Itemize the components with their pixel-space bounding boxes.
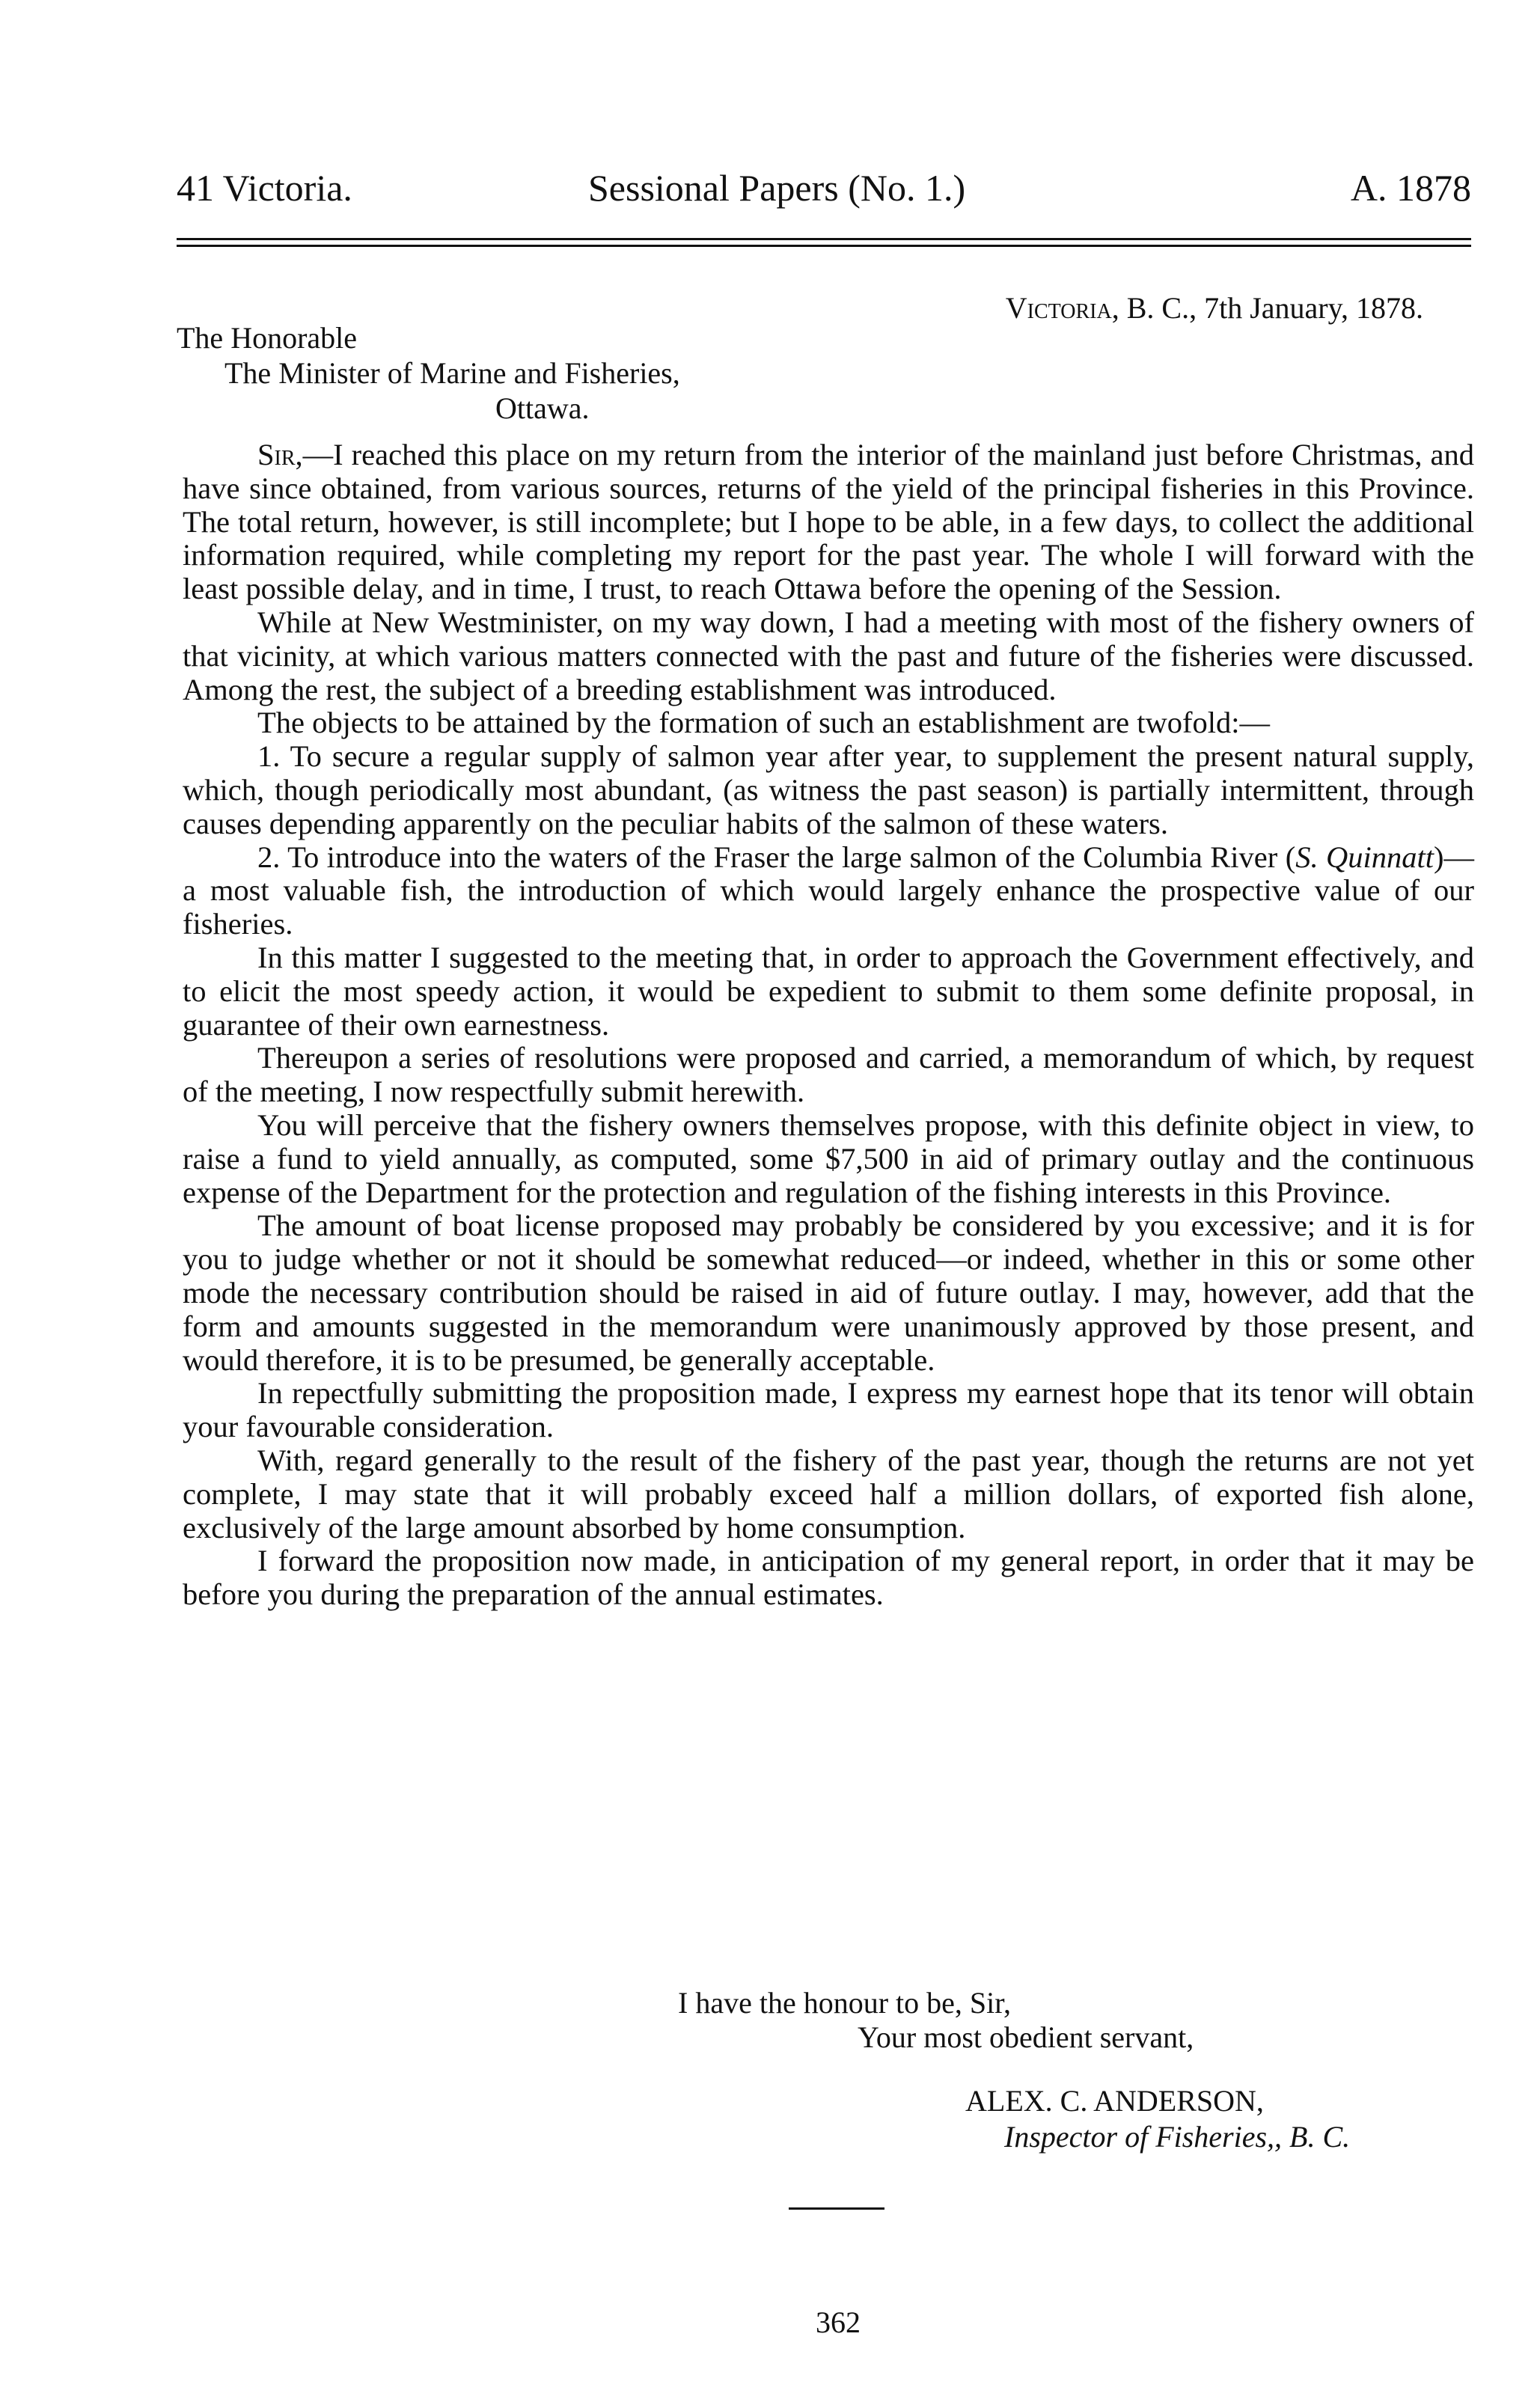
running-header — [177, 166, 1471, 218]
paragraph-5-text-a: 2. To introduce into the waters of the Fraser the large salmon of the Columbia River ( — [257, 840, 1296, 874]
paragraph-5-text-b: )—a most valuable fish, the introduction of which would largely enhance the prospective value of our fisheries. — [183, 840, 1474, 941]
address-line-2: The Minister of Marine and Fisheries, — [224, 356, 680, 390]
paragraph-5 — [183, 841, 1474, 941]
paragraph-9: The amount of boat license proposed may probably be considered by you excessive; and it is for you to judge whether or not it should be somewhat reduced—or indeed, whether in this or some other mode the necessary contribution should be raised in aid of future outlay. I may, however, add that the form and amounts suggested in the memorandum were unanimously approved by those present, and would therefore, it is to be presumed, be generally acceptable. — [183, 1208, 1474, 1377]
header-year: A. 1878 — [1350, 167, 1471, 209]
signature-block — [965, 2083, 1350, 2155]
paragraph-6: In this matter I suggested to the meeting that, in order to approach the Government effectively, and to elicit the most speedy action, it would be expedient to submit to them some definite proposal, in guarantee of their own earnestness. — [183, 940, 1474, 1042]
address-line-1: The Honorable — [177, 321, 358, 355]
header-series: Sessional Papers (No. 1.) — [588, 167, 966, 209]
signatory-title: Inspector of Fisheries,, B. C. — [1004, 2120, 1351, 2154]
salutation: Sir, — [257, 438, 303, 471]
species-name: S. Quinnatt — [1295, 840, 1434, 874]
paragraph-10: In repectfully submitting the proposition made, I express my earnest hope that its tenor will obtain your favourable consideration. — [183, 1376, 1474, 1444]
page-number: 362 — [816, 2305, 861, 2339]
complimentary-close — [678, 1986, 1194, 2055]
recipient-address — [177, 320, 680, 426]
dateline-place: Victoria — [1005, 291, 1112, 325]
paragraph-8: You will perceive that the fishery owners themselves propose, with this definite object in view, to raise a fund to yield annually, as computed, some $7,500 in aid of primary outlay and the continuous expense of the Department for the protection and regulation of the fishing interests in this Province. — [183, 1107, 1474, 1209]
paragraph-4: 1. To secure a regular supply of salmon year after year, to supplement the present natural supply, which, though periodically most abundant, (as witness the past season) is partially intermittent, through causes depending apparently on the peculiar habits of the salmon of these waters. — [183, 739, 1474, 840]
closing-line-2: Your most obedient servant, — [858, 2020, 1194, 2054]
dateline-date: , B. C., 7th January, 1878. — [1111, 291, 1423, 325]
closing-line-1: I have the honour to be, Sir, — [678, 1986, 1011, 2020]
paragraph-2: While at New Westminister, on my way down, I had a meeting with most of the fishery owners of that vicinity, at which various matters connected with the past and future of the fisheries were discussed. Among the rest, the subject of a breeding establishment was introduced. — [183, 605, 1474, 706]
header-double-rule — [177, 238, 1471, 247]
paragraph-3: The objects to be attained by the formation of such an establishment are twofold:— — [257, 706, 1270, 740]
address-line-3: Ottawa. — [495, 391, 590, 425]
paragraph-1 — [183, 438, 1474, 606]
paragraph-12: I forward the proposition now made, in anticipation of my general report, in order that it may be before you during the preparation of the annual estimates. — [183, 1544, 1474, 1612]
letter-body — [183, 438, 1474, 1612]
paragraph-11: With, regard generally to the result of the fishery of the past year, though the returns are not yet complete, I may state that it will probably exceed half a million dollars, of exported fish alone, exclusively of the large amount absorbed by home consumption. — [183, 1443, 1474, 1544]
header-volume: 41 Victoria. — [177, 167, 352, 209]
paragraph-7: Thereupon a series of resolutions were proposed and carried, a memorandum of which, by request of the meeting, I now respectfully submit herewith. — [183, 1041, 1474, 1109]
paragraph-1-text: —I reached this place on my return from the interior of the mainland just before Christmas, and have since obtained, from various sources, returns of the yield of the principal fisheries in this Province. The total return, however, is still incomplete; but I hope to be able, in a few days, to collect the additional information required, while completing my report for the past year. The whole I will forward with the least possible delay, and in time, I trust, to reach Ottawa before the opening of the Session. — [183, 438, 1474, 606]
signatory-name: ALEX. C. ANDERSON, — [965, 2084, 1264, 2118]
dateline — [1006, 290, 1423, 326]
end-rule — [789, 2207, 884, 2210]
